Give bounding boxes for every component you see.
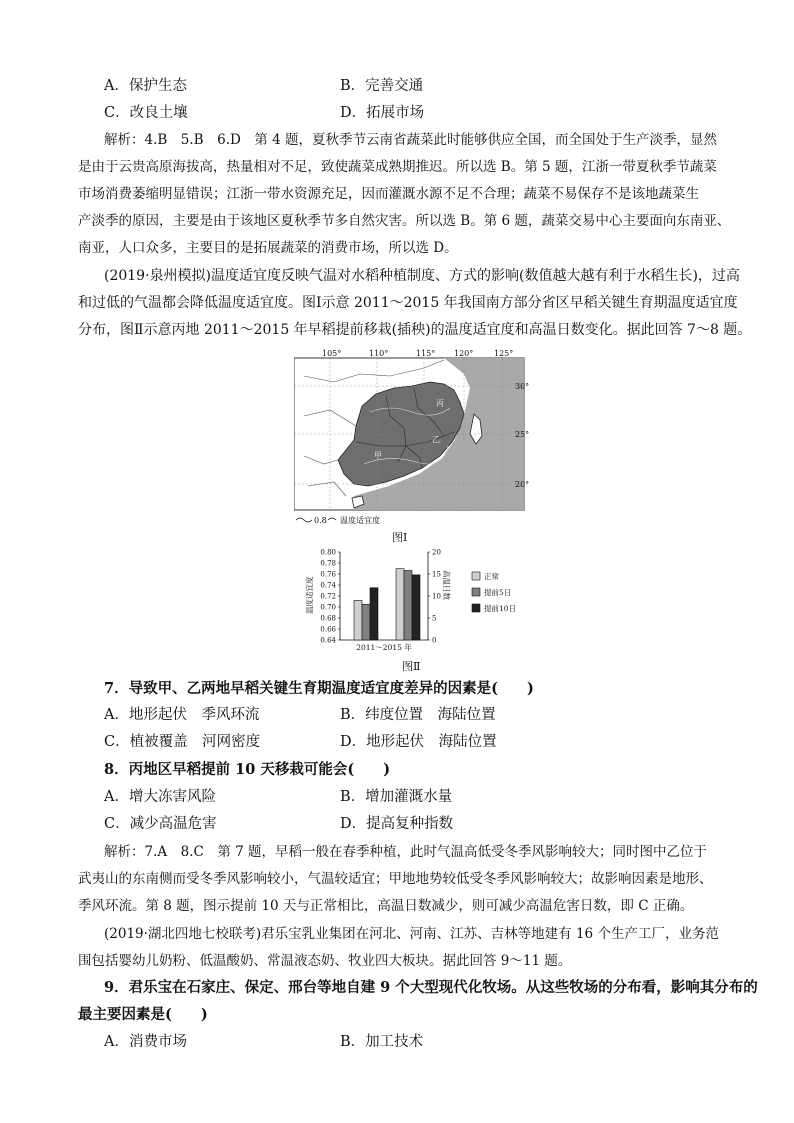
legend-swatch-0 [472,572,480,580]
intro-7-8-line1: (2019·泉州模拟)温度适宜度反映气温对水稻种植制度、方式的影响(数值越大越有利于水稻生长)，过高 [104,268,740,284]
lat-label-20: 20° [515,480,530,489]
legend-swatch-2 [472,604,480,612]
left-tick-label: 0.66 [320,625,336,634]
q8-option-b: B．增加灌溉水量 [340,789,453,805]
explanation-4-6-line3: 市场消费萎缩明显错误；江浙一带水资源充足，因而灌溉水源不足不合理；蔬菜不易保存不是该地蔬菜生 [78,186,699,202]
y-left-title: 温度适宜度 [305,576,314,614]
legend-text: 温度适宜度 [340,516,380,525]
legend-label-0: 正常 [484,572,499,581]
right-tick-label: 15 [432,570,441,579]
rice-suitability-map [294,346,538,526]
lon-label-105: 105° [322,349,342,358]
bar-hot-days-2 [412,575,420,640]
left-tick-label: 0.70 [320,603,336,612]
q9-stem-line1: 9．君乐宝在石家庄、保定、邢台等地自建 9 个大型现代化牧场。从这些牧场的分布看，影响其分布的 [104,979,758,996]
intro-9-11-line2: 围包括婴幼儿奶粉、低温酸奶、常温液态奶、牧业四大板块。据此回答 9～11 题。 [78,953,572,969]
intro-7-8-line3: 分布，图Ⅱ示意丙地 2011～2015 年早稻提前移栽(插秧)的温度适宜度和高温日数变化。据此回答 7～8 题。 [78,322,752,338]
explanation-7-8-line1: 解析：7.A 8.C 第 7 题，早稻一般在春季种植，此时气温高低受冬季风影响较大；同时图中乙位于 [104,844,708,860]
q9-stem-line2: 最主要因素是( ) [78,1006,208,1023]
left-tick-label: 0.76 [320,570,336,579]
q8-stem: 8．丙地区早稻提前 10 天移栽可能会( ) [104,761,391,778]
left-tick-label: 0.80 [320,548,336,557]
region-label-yi: 乙 [432,435,440,444]
q6-option-a: A．保护生态 [104,78,187,94]
bar-hot-days-0 [396,569,404,640]
y-right-title: 高温日数 [442,570,451,600]
q7-stem: 7．导致甲、乙两地早稻关键生育期温度适宜度差异的因素是( ) [104,680,534,697]
q9-option-b: B．加工技术 [340,1034,424,1050]
x-axis-label: 2011～2015 年 [356,643,412,652]
bar-suitability-0 [354,600,362,640]
explanation-4-6-line2: 是由于云贵高原海拔高，热量相对不足，致使蔬菜成熟期推迟。所以选 B。第 5 题，江浙一带夏秋季节蔬菜 [78,159,717,175]
contour-legend-icon [296,518,312,522]
q6-option-b: B．完善交通 [340,78,424,94]
lon-label-120: 120° [454,349,474,358]
left-tick-label: 0.78 [320,559,336,568]
lon-label-110: 110° [369,349,389,358]
q8-option-a: A．增大冻害风险 [104,789,216,805]
right-tick-label: 20 [432,548,441,557]
region-label-jia: 甲 [374,451,382,460]
right-tick-label: 10 [432,592,441,601]
explanation-7-8-line2: 武夷山的东南侧而受冬季风影响较小，气温较适宜；甲地地势较低受冬季风影响较大；故影响因素是地形、 [78,871,713,887]
left-tick-label: 0.74 [320,581,336,590]
q7-option-d: D．地形起伏 海陆位置 [340,734,497,750]
explanation-4-6-line4: 产淡季的原因，主要是由于该地区夏秋季节多自然灾害。所以选 B。第 6 题，蔬菜交易中心主要面向东南亚、 [78,213,731,229]
q7-option-c: C．植被覆盖 河网密度 [104,734,261,750]
lon-label-115: 115° [416,349,436,358]
legend-label-1: 提前5日 [484,588,512,597]
legend-label-2: 提前10日 [484,604,517,613]
lat-label-30: 30° [515,382,530,391]
lon-label-125: 125° [494,349,514,358]
right-tick-label: 5 [432,614,437,623]
contour-legend-icon-tail [328,518,336,520]
q8-option-c: C．减少高温危害 [104,816,217,832]
explanation-4-6-line1: 解析：4.B 5.B 6.D 第 4 题，夏秋季节云南省蔬菜此时能够供应全国，而全国处于生产淡季，显然 [104,132,717,148]
right-tick-label: 0 [432,636,437,645]
q9-option-a: A．消费市场 [104,1034,187,1050]
q7-option-a: A．地形起伏 季风环流 [104,707,260,723]
q6-option-d: D．拓展市场 [340,105,425,121]
legend-swatch-1 [472,588,480,596]
legend-value: 0.8 [314,516,327,525]
explanation-4-6-line5: 南亚，人口众多，主要目的是拓展蔬菜的消费市场，所以选 D。 [78,240,458,256]
suitability-bar-chart [296,548,536,670]
lat-label-25: 25° [515,430,530,439]
q8-option-d: D．提高复种指数 [340,816,454,832]
explanation-7-8-line3: 季风环流。第 8 题，图示提前 10 天与正常相比，高温日数减少，则可减少高温危害日数，即 C 正确。 [78,898,694,914]
bar-hot-days-1 [404,570,412,640]
region-label-bing: 丙 [436,399,444,408]
q7-option-b: B．纬度位置 海陆位置 [340,707,496,723]
figure-2-caption: 图Ⅱ [402,660,421,673]
q6-option-c: C．改良土壤 [104,105,188,121]
left-tick-label: 0.72 [320,592,336,601]
intro-7-8-line2: 和过低的气温都会降低温度适宜度。图Ⅰ示意 2011～2015 年我国南方部分省区早稻关键生育期温度适宜度 [78,295,738,311]
bar-suitability-2 [370,588,378,640]
intro-9-11-line1: (2019·湖北四地七校联考)君乐宝乳业集团在河北、河南、江苏、吉林等地建有 16 个生产工厂，业务范 [104,926,719,942]
left-tick-label: 0.68 [320,614,336,623]
figure-1-caption: 图Ⅰ [392,531,408,544]
left-tick-label: 0.64 [320,636,336,645]
bar-suitability-1 [362,604,370,640]
